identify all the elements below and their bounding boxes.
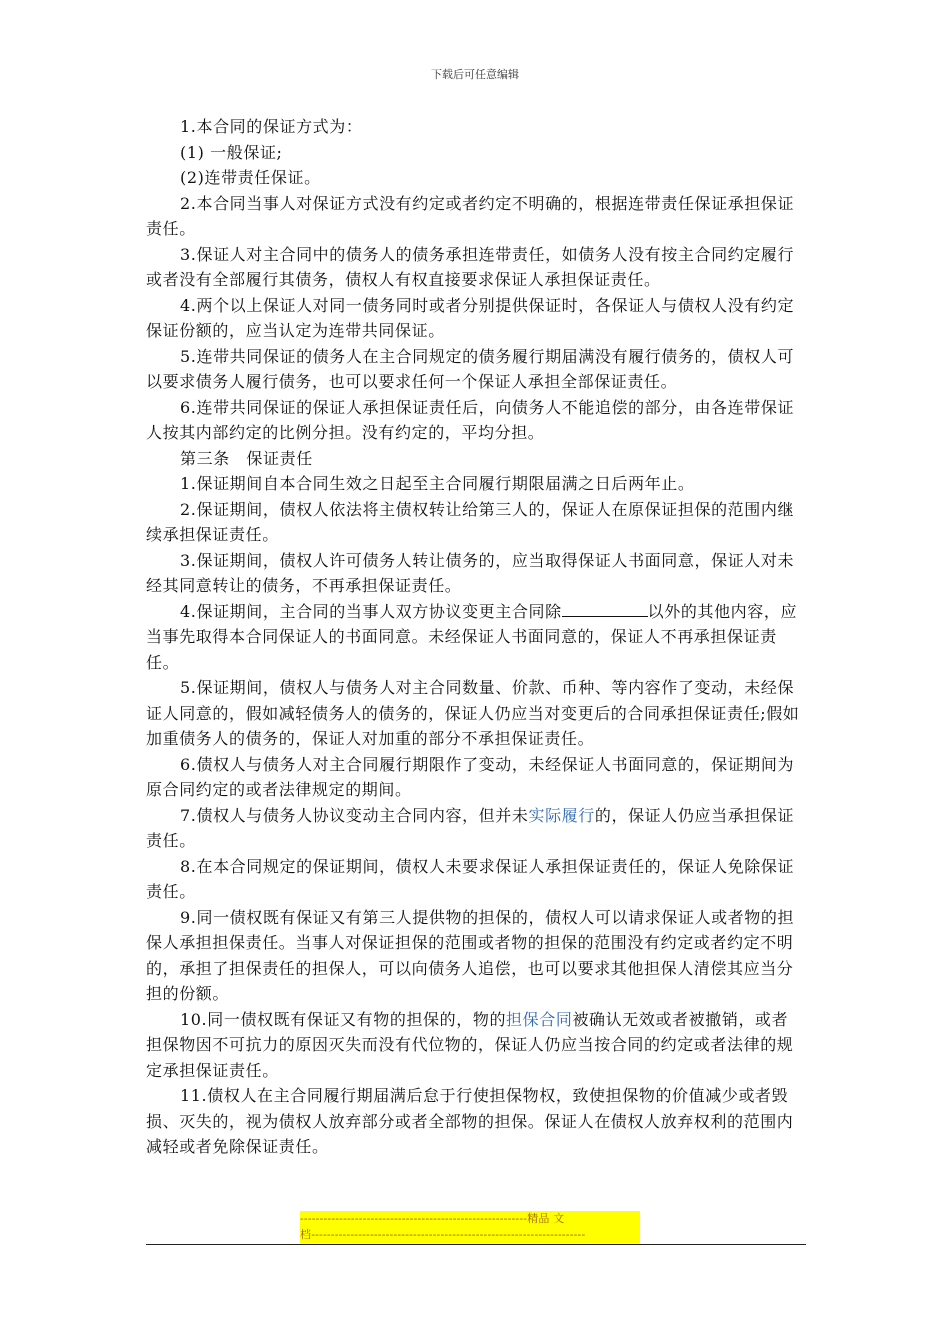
footer-line-2: 档---------------------------------------------------------------------- [300, 1228, 586, 1241]
paragraph-text: 10.同一债权既有保证又有物的担保的，物的 [180, 1009, 507, 1029]
paragraph-text: 被确认无效或者被撤销，或者担保物因不可抗力的原因灭失而没有代位物的，保证人仍应当按合同的约定或者法律的规定承担保证责任。 [146, 1009, 794, 1080]
paragraph-text: 以外的其他内容，应当事先取得本合同保证人的书面同意。未经保证人书面同意的，保证人不再承担保证责任。 [146, 601, 798, 672]
paragraph: 3.保证期间，债权人许可债务人转让债务的，应当取得保证人书面同意，保证人对未经其同意转让的债务，不再承担保证责任。 [146, 550, 795, 595]
paragraph: 5.保证期间，债权人与债务人对主合同数量、价款、币种、等内容作了变动，未经保证人同意的，假如减轻债务人的债务的，保证人仍应当对变更后的合同承担保证责任;假如加重债务人的债务的，保证人对加重的部分不承担保证责任。 [146, 678, 800, 748]
paragraph [146, 803, 804, 854]
guarantee-contract-link[interactable]: 担保合同 [506, 1009, 573, 1029]
paragraph [146, 1007, 804, 1084]
footer-divider [146, 1244, 806, 1245]
footer-line-1: ----------------------------------------------------------精品 文 [300, 1212, 565, 1225]
footer-watermark [300, 1211, 640, 1243]
section-heading: 第三条 保证责任 [180, 448, 313, 468]
paragraph: 2.本合同当事人对保证方式没有约定或者约定不明确的，根据连带责任保证承担保证责任。 [146, 193, 795, 238]
paragraph-text: 7.债权人与债务人协议变动主合同内容，但并未 [180, 805, 529, 825]
paragraph: 1.本合同的保证方式为： [180, 117, 363, 136]
page-header: 下载后可任意编辑 [431, 68, 519, 81]
paragraph: 4.两个以上保证人对同一债务同时或者分别提供保证时，各保证人与债权人没有约定保证份额的，应当认定为连带共同保证。 [146, 295, 795, 340]
paragraph: 8.在本合同规定的保证期间，债权人未要求保证人承担保证责任的，保证人免除保证责任。 [146, 856, 795, 901]
paragraph: (1) 一般保证; [180, 142, 283, 162]
fill-in-blank [562, 602, 648, 617]
paragraph: 9.同一债权既有保证又有第三人提供物的担保的，债权人可以请求保证人或者物的担保人承担担保责任。当事人对保证担保的范围或者物的担保的范围没有约定或者约定不明的，承担了担保责任的担保人，可以向债务人追偿，也可以要求其他担保人清偿其应当分担的份额。 [146, 907, 795, 1003]
paragraph: (2)连带责任保证。 [180, 168, 321, 187]
paragraph: 5.连带共同保证的债务人在主合同规定的债务履行期届满没有履行债务的，债权人可以要求债务人履行债务，也可以要求任何一个保证人承担全部保证责任。 [146, 346, 795, 391]
actual-performance-link[interactable]: 实际履行 [528, 805, 595, 825]
paragraph: 3.保证人对主合同中的债务人的债务承担连带责任，如债务人没有按主合同约定履行或者没有全部履行其债务，债权人有权直接要求保证人承担保证责任。 [146, 244, 795, 289]
document-body [146, 114, 804, 1160]
paragraph [146, 599, 804, 676]
paragraph: 6.债权人与债务人对主合同履行期限作了变动，未经保证人书面同意的，保证期间为原合同约定的或者法律规定的期间。 [146, 754, 795, 799]
paragraph: 2.保证期间，债权人依法将主债权转让给第三人的，保证人在原保证担保的范围内继续承担保证责任。 [146, 499, 795, 544]
paragraph: 1.保证期间自本合同生效之日起至主合同履行期限届满之日后两年止。 [180, 474, 695, 493]
paragraph-text: 4.保证期间，主合同的当事人双方协议变更主合同除 [180, 601, 562, 621]
paragraph: 6.连带共同保证的保证人承担保证责任后，向债务人不能追偿的部分，由各连带保证人按其内部约定的比例分担。没有约定的，平均分担。 [146, 397, 795, 442]
paragraph-text: 的，保证人仍应当承担保证责任。 [146, 805, 795, 850]
paragraph: 11.债权人在主合同履行期届满后怠于行使担保物权，致使担保物的价值减少或者毁损、灭失的，视为债权人放弃部分或者全部物的担保。保证人在债权人放弃权利的范围内减轻或者免除保证责任。 [146, 1086, 794, 1156]
